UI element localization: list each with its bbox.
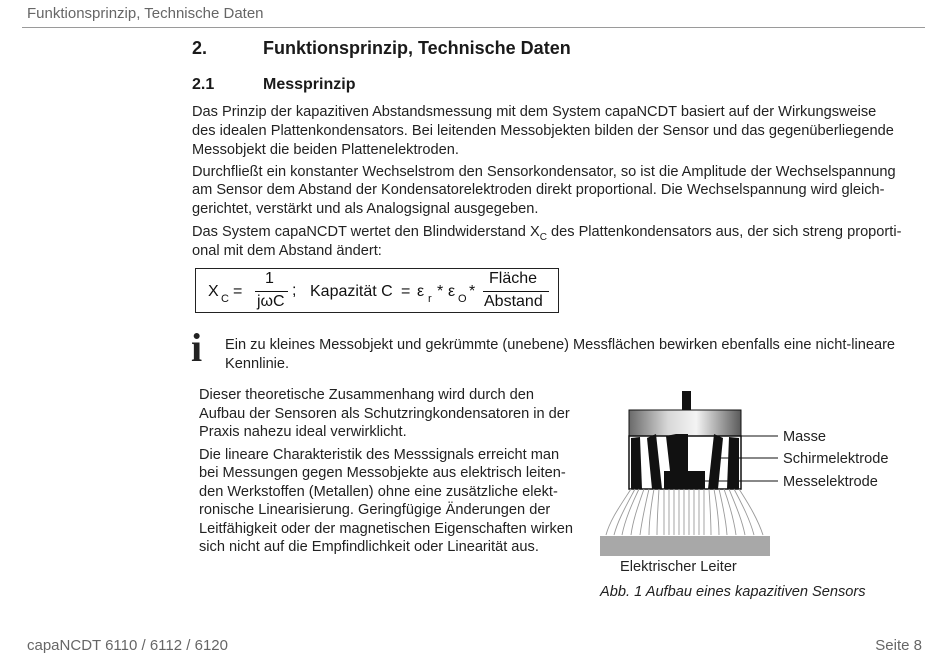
- paragraph-line: des idealen Plattenkondensators. Bei leitenden Messobjekten bilden der Sensor und das gegenüberliegende: [192, 123, 894, 139]
- paragraph-line: den Werkstoffen (Metallen) ohne eine zusätzliche elekt-: [199, 484, 558, 500]
- paragraph-line: Messobjekt die beiden Plattenelektroden.: [192, 142, 459, 158]
- section-number: 2.: [192, 38, 208, 58]
- sensor-housing-top: [629, 410, 741, 436]
- p3-subscript: C: [539, 231, 547, 243]
- header-rule: [22, 27, 925, 28]
- running-header: Funktionsprinzip, Technische Daten: [27, 5, 264, 22]
- label-masse: Masse: [783, 429, 826, 445]
- paragraph-line: am Sensor dem Abstand der Kondensatorelektroden direkt proportional. Die Wechselspannung wird gleich-: [192, 182, 885, 198]
- paragraph-line: Aufbau der Sensoren als Schutzringkondensatoren in der: [199, 406, 570, 422]
- formula-times-1: *: [437, 283, 444, 300]
- formula-epsilon-r: ε: [417, 283, 425, 300]
- footer-page-number: Seite 8: [875, 637, 922, 654]
- formula-numerator-2: Fläche: [489, 270, 538, 287]
- note-line: Ein zu kleines Messobjekt und gekrümmte (unebene) Messflächen bewirken ebenfalls eine nicht-lineare: [225, 337, 896, 353]
- formula-epsilon-0: ε: [448, 283, 456, 300]
- paragraph-line: Die lineare Charakteristik des Messsignals erreicht man: [199, 447, 560, 463]
- paragraph-line: Dieser theoretische Zusammenhang wird durch den: [199, 387, 535, 403]
- label-messelektrode: Messelektrode: [783, 474, 878, 490]
- sensor-connector-pin: [682, 391, 691, 410]
- conductor-plate: [600, 536, 770, 556]
- paragraph-line: Leitfähigkeit oder der magnetischen Eigenschaften wirken: [199, 521, 573, 537]
- info-i-icon: i: [191, 325, 203, 370]
- formula-equals-2: =: [401, 283, 411, 300]
- formula-xc-subscript: C: [221, 293, 229, 305]
- paragraph-line: Praxis nahezu ideal verwirklicht.: [199, 424, 407, 440]
- label-schirmelektrode: Schirmelektrode: [783, 451, 889, 467]
- sensor-diagram: [598, 388, 778, 560]
- formula-equals: =: [233, 283, 243, 300]
- paragraph-line: gerichtet, verstärkt und als Analogsignal ausgegeben.: [192, 201, 539, 217]
- note-line: Kennlinie.: [225, 356, 290, 372]
- formula-epsilon-0-subscript: O: [458, 293, 467, 305]
- field-lines: [606, 489, 763, 535]
- p3-text-after: des Plattenkondensators aus, der sich streng proporti-: [546, 224, 902, 240]
- formula-box: [195, 268, 559, 313]
- figure-caption: Abb. 1 Aufbau eines kapazitiven Sensors: [600, 584, 866, 600]
- label-elektrischer-leiter: Elektrischer Leiter: [620, 559, 737, 575]
- subsection-number: 2.1: [192, 76, 215, 93]
- formula-numerator-1: 1: [265, 270, 274, 287]
- p3-text-before: Das System capaNCDT wertet den Blindwiderstand X: [192, 224, 540, 240]
- formula-denominator-1: jωC: [257, 293, 285, 310]
- formula-xc: X: [208, 283, 219, 300]
- measuring-electrode-stem: [682, 434, 688, 471]
- paragraph-line: Das Prinzip der kapazitiven Abstandsmessung mit dem System capaNCDT basiert auf der Wirkungsweise: [192, 104, 877, 120]
- subsection-title: Messprinzip: [263, 76, 356, 93]
- paragraph-line: Durchfließt ein konstanter Wechselstrom den Sensorkondensator, so ist die Amplitude der Wechselspannung: [192, 164, 896, 180]
- paragraph-line: bei Messungen gegen Messobjekte aus elektrisch leiten-: [199, 465, 566, 481]
- paragraph-line: onal mit dem Abstand ändert:: [192, 243, 382, 259]
- formula-semicolon: ;: [292, 282, 297, 299]
- formula-capacity-label: Kapazität C: [310, 283, 393, 300]
- footer-product: capaNCDT 6110 / 6112 / 6120: [27, 637, 228, 654]
- paragraph-line: ronische Linearisierung. Geringfügige Änderungen der: [199, 502, 551, 518]
- formula-denominator-2: Abstand: [484, 293, 543, 310]
- section-title: Funktionsprinzip, Technische Daten: [263, 38, 571, 58]
- paragraph-line: sich nicht auf die Empfindlichkeit oder Linearität aus.: [199, 539, 539, 555]
- formula-times-2: *: [469, 283, 476, 300]
- formula-epsilon-r-subscript: r: [428, 293, 432, 305]
